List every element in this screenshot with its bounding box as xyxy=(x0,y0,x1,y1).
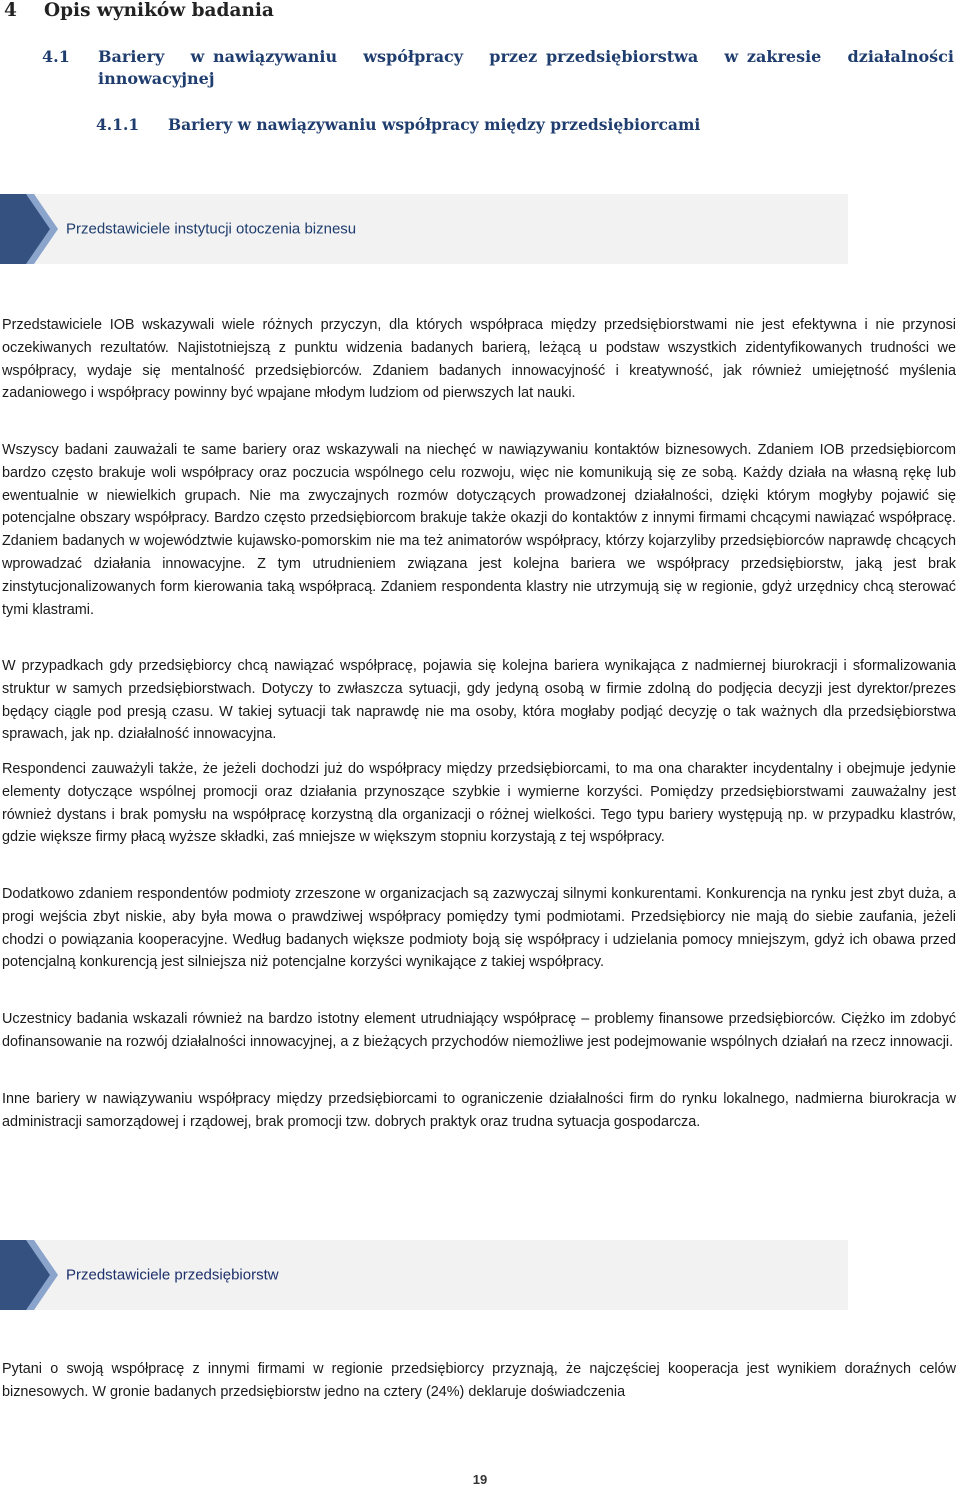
section-heading xyxy=(42,46,954,90)
banner-iob xyxy=(0,194,848,264)
banner-label: Przedstawiciele instytucji otoczenia biznesu xyxy=(66,220,357,238)
paragraph: Uczestnicy badania wskazali również na bardzo istotny element utrudniający współpracę – problemy finansowe przedsiębiorców. Ciężko im zdobyć dofinansowanie na rozwój działalności innowacyjnej, a z bieżących przychodów niemożliwe jest podejmowanie wspólnych działań na rzecz innowacji. xyxy=(2,1011,956,1050)
banner-label: Przedstawiciele przedsiębiorstw xyxy=(66,1266,279,1284)
paragraph: Wszyscy badani zauważali te same bariery oraz wskazywali na niechęć w nawiązywaniu kontaktów biznesowych. Zdaniem IOB przedsiębiorcom bardzo często brakuje woli współpracy oraz poczucia wspólnego celu rozwoju, więc nie komunikują się ze sobą. Każdy działa na własną rękę lub ewentualnie w niewielkich grupach. Nie ma zwyczajnych rozmów dotyczących prowadzonej działalności, dzięki którym mogłyby pojawić się potencjalne obszary współpracy. Bardzo często przedsiębiorcom brakuje także okazji do kontaktów z innymi firmami chcącymi nawiązać współpracę. Zdaniem badanych w województwie kujawsko-pomorskim nie ma też animatorów współpracy, którzy kojarzyliby przedsiębiorców naprawdę chcących wprowadzać działania innowacyjne. Z tym utrudnieniem związana jest kolejna bariera we współpracy przedsiębiorstw, jaką jest brak zinstytucjonalizowanych form kierowania taką współpracą. Zdaniem respondenta klastry nie utrzymują się w regionie, gdyż urzędnicy chcą sterować tymi klastrami. xyxy=(2,442,956,618)
banner-enterprises xyxy=(0,1240,848,1310)
subsection-title: Bariery w nawiązywaniu współpracy między przedsiębiorcami xyxy=(168,115,701,134)
chapter-title: Opis wyników badania xyxy=(44,0,274,21)
paragraph: Respondenci zauważyli także, że jeżeli dochodzi już do współpracy między przedsiębiorcami, to ma ona charakter incydentalny i obejmuje jedynie elementy dotyczące wspólnej promocji oraz działania przynoszące szybkie i wymierne korzyści. Pomiędzy przedsiębiorstwami zauważalny jest również dystans i brak pomysłu na współpracę korzystną dla organizacji o różnej wielkości. Tego typu bariery występują np. w przypadku klastrów, gdzie większe firmy płacą wyższe składki, zaś mniejsze w większym stopniu korzystają z tej współpracy. xyxy=(2,761,956,846)
paragraph: Dodatkowo zdaniem respondentów podmioty zrzeszone w organizacjach są zazwyczaj silnymi konkurentami. Konkurencja na rynku jest zbyt duża, a progi wejścia zbyt niskie, aby była mowa o prawdziwej współpracy pomiędzy tymi podmiotami. Przedsiębiorcy nie mają do siebie zaufania, jeżeli chodzi o powiązania kooperacyjne. Według badanych większe podmioty boją się współpracy i udzielania pomocy mniejszym, gdyż ich obawa przed potencjalną konkurencją jest silniejsza niż potencjalne korzyści wynikające z takiej współpracy. xyxy=(2,886,956,971)
section-title-line1: Bariery w nawiązywaniu współpracy przez przedsiębiorstwa w zakresie działalności xyxy=(98,47,954,66)
paragraph: Przedstawiciele IOB wskazywali wiele różnych przyczyn, dla których współpraca między przedsiębiorstwami nie jest efektywna i nie przynosi oczekiwanych rezultatów. Najistotniejszą z punktu widzenia badanych barierą, leżącą u podstaw wszystkich zidentyfikowanych trudności we współpracy, wydaje się mentalność przedsiębiorców. Zdaniem badanych innowacyjność i kreatywność, jak również umiejętność myślenia zadaniowego i współpracy powinny być wpajane młodym ludziom od pierwszych lat nauki. xyxy=(2,317,956,402)
paragraph: W przypadkach gdy przedsiębiorcy chcą nawiązać współpracę, pojawia się kolejna bariera wynikająca z nadmiernej biurokracji i sformalizowania struktur w samych przedsiębiorstwach. Dotyczy to zwłaszcza sytuacji, gdy jedyną osobą w firmie zdolną do podjęcia decyzji jest dyrektor/prezes będący ciągle pod presją czasu. W takiej sytuacji tak naprawdę nie ma osoby, która mogłaby podjąć decyzję o tak ważnych dla przedsiębiorstwa sprawach, jak np. działalność innowacyjna. xyxy=(2,658,956,743)
subsection-heading xyxy=(96,115,700,134)
paragraph: Pytani o swoją współpracę z innymi firmami w regionie przedsiębiorcy przyznają, że najczęściej kooperacja jest wynikiem doraźnych celów biznesowych. W gronie badanych przedsiębiorstw jedno na cztery (24%) deklaruje doświadczenia xyxy=(2,1361,956,1400)
chapter-number: 4 xyxy=(4,0,17,21)
chapter-heading xyxy=(4,0,274,21)
section-title-line2: innowacyjnej xyxy=(98,69,215,88)
page-number: 19 xyxy=(472,1472,488,1487)
chevron-icon xyxy=(0,194,60,264)
chevron-icon xyxy=(0,1240,60,1310)
subsection-number: 4.1.1 xyxy=(96,115,140,134)
section-number: 4.1 xyxy=(42,47,70,66)
paragraph: Inne bariery w nawiązywaniu współpracy między przedsiębiorcami to ograniczenie działalności firm do rynku lokalnego, nadmierna biurokracja w administracji samorządowej i rządowej, brak promocji tzw. dobrych praktyk oraz trudna sytuacja gospodarcza. xyxy=(2,1091,956,1130)
